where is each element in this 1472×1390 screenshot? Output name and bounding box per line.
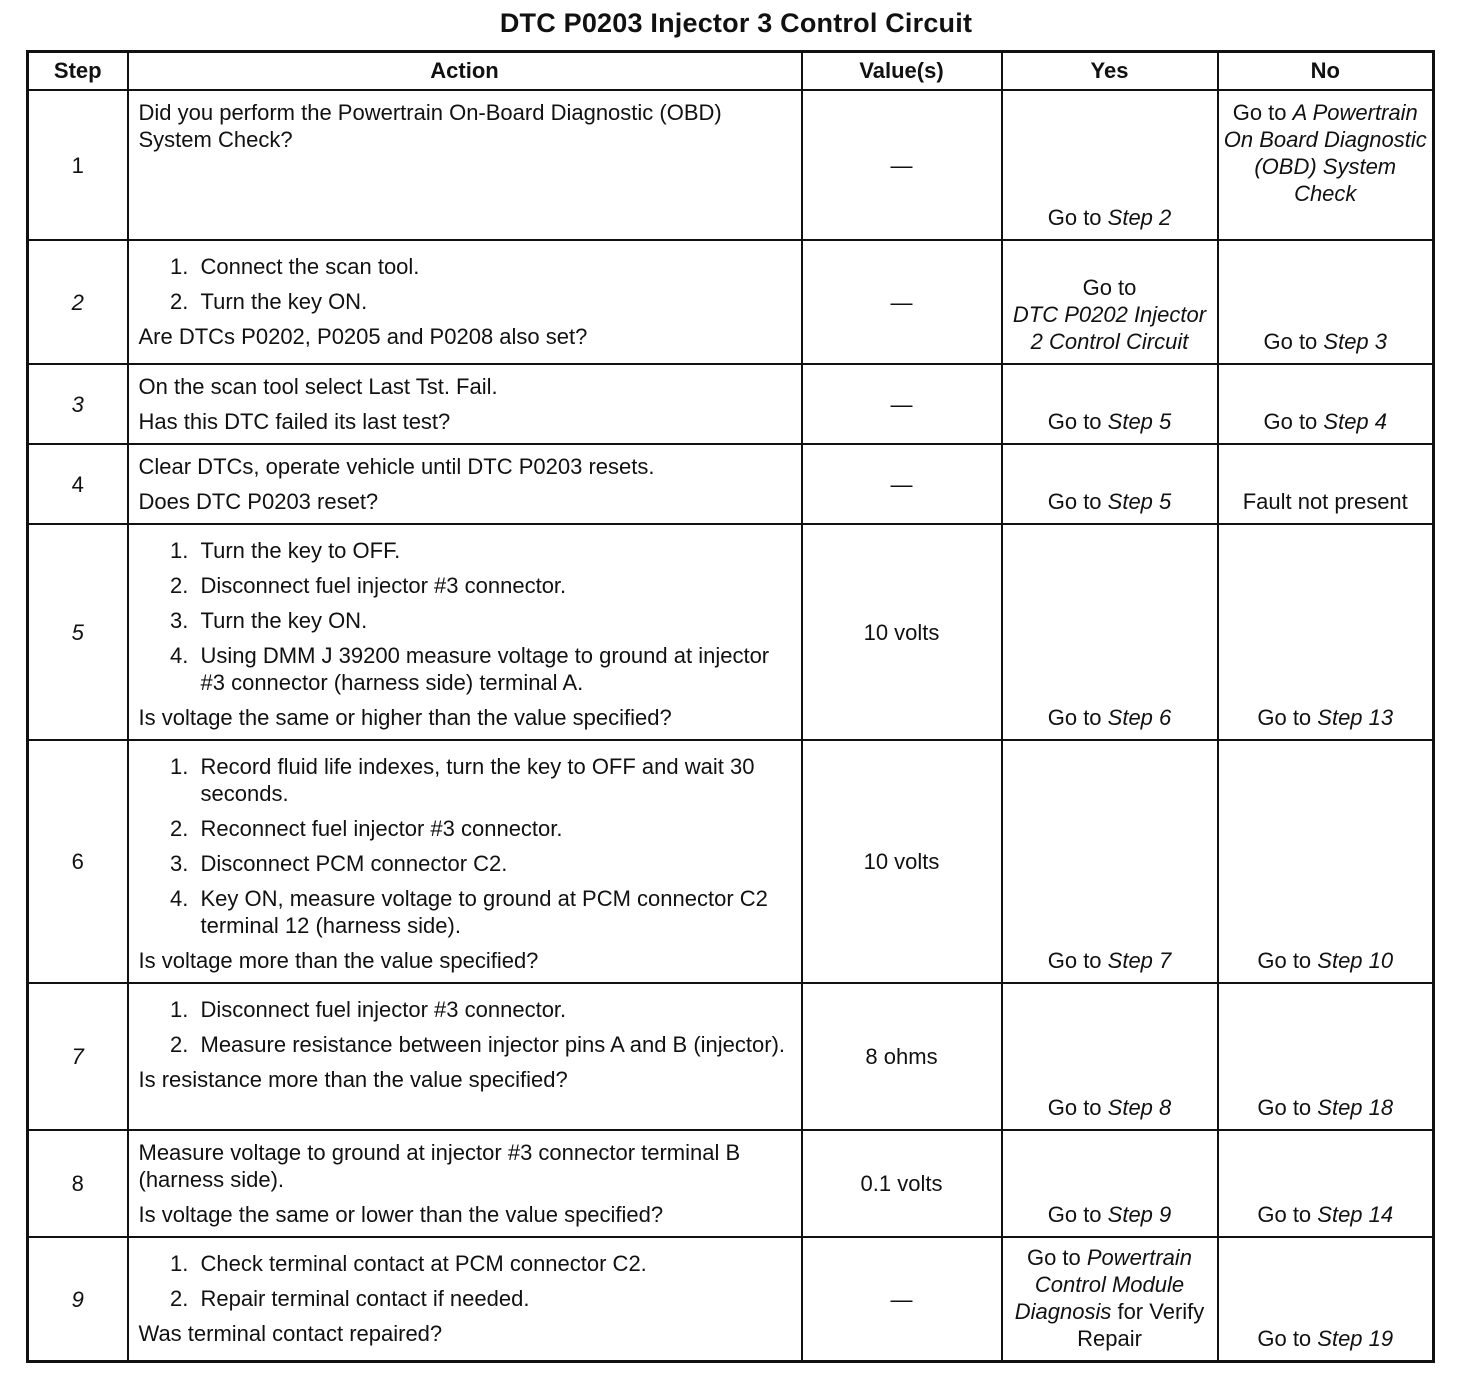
- no-prefix: Go to: [1257, 1202, 1318, 1227]
- yes-prefix: Go to: [1047, 205, 1108, 230]
- no-cell: [1218, 364, 1434, 444]
- step-number: 1: [28, 90, 128, 240]
- action-list: [139, 537, 791, 696]
- step-number: 6: [28, 740, 128, 983]
- table-header-row: [28, 52, 1434, 91]
- yes-prefix: Go to: [1047, 948, 1108, 973]
- step-number: 4: [28, 444, 128, 524]
- action-text: Measure voltage to ground at injector #3 connector terminal B (harness side).: [138, 1140, 741, 1192]
- action-cell: [128, 740, 802, 983]
- no-prefix: Go to: [1257, 705, 1318, 730]
- yes-link[interactable]: Step 9: [1107, 1202, 1172, 1227]
- step-number: 3: [28, 364, 128, 444]
- yes-link[interactable]: Step 7: [1107, 948, 1172, 973]
- action-item: 2. Disconnect fuel injector #3 connector.: [195, 572, 791, 599]
- no-cell: [1218, 1130, 1434, 1237]
- yes-prefix: Go to: [1026, 1245, 1087, 1270]
- action-question: Has this DTC failed its last test?: [138, 409, 451, 434]
- no-cell: [1218, 524, 1434, 740]
- no-prefix: Go to: [1257, 1095, 1318, 1120]
- yes-link[interactable]: DTC P0202 Injector 2 Control Circuit: [1012, 302, 1207, 354]
- yes-cell: [1002, 983, 1218, 1130]
- yes-link[interactable]: Powertrain Control Module Diagnosis: [1014, 1245, 1193, 1324]
- header-action: Action: [128, 52, 802, 91]
- no-link[interactable]: Step 10: [1317, 948, 1394, 973]
- step-number: 5: [28, 524, 128, 740]
- no-cell: [1218, 90, 1434, 240]
- no-cell: [1218, 1237, 1434, 1362]
- diagnostic-table: [26, 50, 1435, 1363]
- yes-link[interactable]: Step 5: [1107, 489, 1172, 514]
- action-question: Was terminal contact repaired?: [138, 1321, 443, 1346]
- no-cell: [1218, 983, 1434, 1130]
- no-prefix: Go to: [1263, 329, 1324, 354]
- action-item: 4. Key ON, measure voltage to ground at PCM connector C2 terminal 12 (harness side).: [195, 885, 791, 939]
- value-cell: 8 ohms: [802, 983, 1002, 1130]
- action-item: 3. Disconnect PCM connector C2.: [195, 850, 791, 877]
- no-cell: [1218, 240, 1434, 364]
- no-prefix: Go to: [1263, 409, 1324, 434]
- action-item: 1. Check terminal contact at PCM connector C2.: [195, 1250, 791, 1277]
- yes-prefix: Go to: [1047, 1202, 1108, 1227]
- table-row: [28, 1237, 1434, 1362]
- action-item: 2. Measure resistance between injector pins A and B (injector).: [195, 1031, 791, 1058]
- yes-link[interactable]: Step 6: [1107, 705, 1172, 730]
- action-question: Is voltage more than the value specified?: [138, 948, 539, 973]
- yes-prefix: Go to: [1082, 275, 1137, 300]
- action-item: 2. Repair terminal contact if needed.: [195, 1285, 791, 1312]
- no-cell: Fault not present: [1218, 444, 1434, 524]
- action-item: 1. Record fluid life indexes, turn the key to OFF and wait 30 seconds.: [195, 753, 791, 807]
- step-number: 8: [28, 1130, 128, 1237]
- step-number: 7: [28, 983, 128, 1130]
- yes-link[interactable]: Step 5: [1107, 409, 1172, 434]
- yes-cell: [1002, 240, 1218, 364]
- value-cell: —: [802, 90, 1002, 240]
- action-question: Does DTC P0203 reset?: [138, 489, 379, 514]
- yes-cell: [1002, 364, 1218, 444]
- table-row: [28, 444, 1434, 524]
- action-list: [139, 996, 791, 1058]
- no-link[interactable]: Step 19: [1317, 1326, 1394, 1351]
- action-cell: [128, 983, 802, 1130]
- action-cell: [128, 1130, 802, 1237]
- yes-suffix: for Verify Repair: [1077, 1299, 1205, 1351]
- action-item: 1. Connect the scan tool.: [195, 253, 791, 280]
- action-cell: [128, 90, 802, 240]
- no-link[interactable]: Step 13: [1317, 705, 1394, 730]
- table-row: [28, 983, 1434, 1130]
- value-cell: 10 volts: [802, 740, 1002, 983]
- header-yes: Yes: [1002, 52, 1218, 91]
- step-number: 9: [28, 1237, 128, 1362]
- value-cell: —: [802, 240, 1002, 364]
- yes-cell: [1002, 1130, 1218, 1237]
- no-prefix: Go to: [1232, 100, 1293, 125]
- header-step: Step: [28, 52, 128, 91]
- value-cell: —: [802, 364, 1002, 444]
- action-item: 1. Disconnect fuel injector #3 connector.: [195, 996, 791, 1023]
- yes-cell: [1002, 90, 1218, 240]
- table-row: [28, 1130, 1434, 1237]
- action-cell: [128, 1237, 802, 1362]
- value-cell: 0.1 volts: [802, 1130, 1002, 1237]
- value-cell: —: [802, 444, 1002, 524]
- action-question: Is voltage the same or lower than the value specified?: [138, 1202, 664, 1227]
- no-link[interactable]: Step 4: [1323, 409, 1388, 434]
- yes-cell: [1002, 1237, 1218, 1362]
- yes-link[interactable]: Step 2: [1107, 205, 1172, 230]
- value-cell: 10 volts: [802, 524, 1002, 740]
- action-text: On the scan tool select Last Tst. Fail.: [138, 374, 498, 399]
- action-list: [139, 253, 791, 315]
- value-cell: —: [802, 1237, 1002, 1362]
- action-item: 2. Turn the key ON.: [195, 288, 791, 315]
- no-prefix: Go to: [1257, 948, 1318, 973]
- yes-prefix: Go to: [1047, 705, 1108, 730]
- action-text: Did you perform the Powertrain On-Board Diagnostic (OBD) System Check?: [138, 100, 722, 152]
- action-question: Are DTCs P0202, P0205 and P0208 also set?: [138, 324, 588, 349]
- action-cell: [128, 524, 802, 740]
- no-link[interactable]: A Powertrain On Board Diagnostic (OBD) System Check: [1223, 100, 1427, 206]
- table-row: [28, 364, 1434, 444]
- no-link[interactable]: Step 3: [1323, 329, 1388, 354]
- header-values: Value(s): [802, 52, 1002, 91]
- no-link[interactable]: Step 14: [1317, 1202, 1394, 1227]
- table-row: [28, 524, 1434, 740]
- action-item: 1. Turn the key to OFF.: [195, 537, 791, 564]
- yes-prefix: Go to: [1047, 409, 1108, 434]
- yes-cell: [1002, 524, 1218, 740]
- yes-cell: [1002, 740, 1218, 983]
- action-text: Clear DTCs, operate vehicle until DTC P0203 resets.: [138, 454, 655, 479]
- yes-prefix: Go to: [1047, 489, 1108, 514]
- page-title: DTC P0203 Injector 3 Control Circuit: [499, 8, 973, 38]
- table-row: [28, 240, 1434, 364]
- action-cell: [128, 240, 802, 364]
- yes-cell: [1002, 444, 1218, 524]
- action-list: [139, 1250, 791, 1312]
- action-cell: [128, 444, 802, 524]
- header-no: No: [1218, 52, 1434, 91]
- table-row: [28, 740, 1434, 983]
- no-link[interactable]: Step 18: [1317, 1095, 1394, 1120]
- step-number: 2: [28, 240, 128, 364]
- action-item: 4. Using DMM J 39200 measure voltage to ground at injector #3 connector (harness side) terminal A.: [195, 642, 791, 696]
- action-item: 3. Turn the key ON.: [195, 607, 791, 634]
- no-prefix: Go to: [1257, 1326, 1318, 1351]
- yes-prefix: Go to: [1047, 1095, 1108, 1120]
- action-question: Is voltage the same or higher than the value specified?: [138, 705, 672, 730]
- action-item: 2. Reconnect fuel injector #3 connector.: [195, 815, 791, 842]
- action-question: Is resistance more than the value specified?: [138, 1067, 568, 1092]
- action-list: [139, 753, 791, 939]
- yes-link[interactable]: Step 8: [1107, 1095, 1172, 1120]
- action-cell: [128, 364, 802, 444]
- no-cell: [1218, 740, 1434, 983]
- table-row: [28, 90, 1434, 240]
